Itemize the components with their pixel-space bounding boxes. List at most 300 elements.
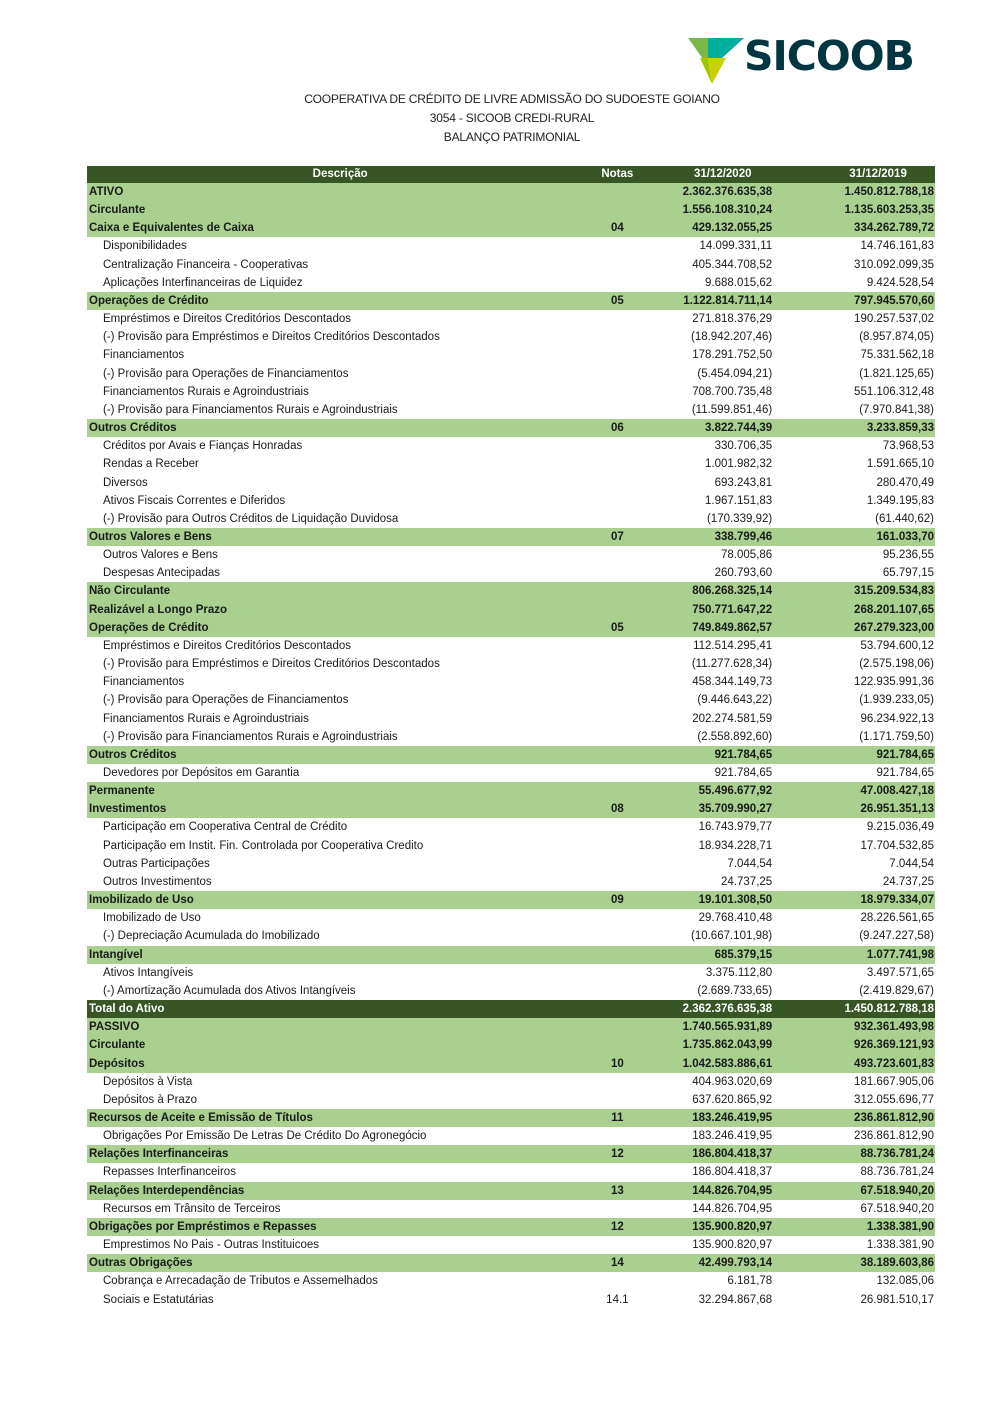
- row-value-2020: 16.743.979,77: [698, 821, 773, 834]
- row-value-2020: 178.291.752,50: [692, 349, 773, 362]
- row-value-2020: 1.735.862.043,99: [682, 1039, 773, 1052]
- row-value-2020: 750.771.647,22: [692, 603, 773, 616]
- section-row: [87, 219, 935, 237]
- row-value-2019: (2.575.198,06): [859, 658, 934, 671]
- row-value-2020: 1.967.151,83: [705, 494, 773, 507]
- section-row: [87, 1055, 935, 1073]
- total-row: [87, 1000, 935, 1018]
- row-value-2019: (61.440,62): [875, 512, 934, 525]
- row-note: [591, 728, 643, 746]
- row-note: [591, 673, 643, 691]
- balance-sheet-table: [87, 166, 935, 1309]
- row-description: (-) Provisão para Financiamentos Rurais e Agroindustriais: [103, 730, 398, 743]
- row-value-2020: (5.454.094,21): [697, 367, 773, 380]
- table-row: [87, 873, 935, 891]
- row-value-2019: 26.951.351,13: [860, 803, 934, 816]
- row-value-2020: 6.181,78: [727, 1275, 773, 1288]
- table-header: [87, 166, 935, 183]
- row-description: Ativos Intangíveis: [103, 966, 194, 979]
- row-value-2019: 132.085,06: [876, 1275, 934, 1288]
- section-row: [87, 1036, 935, 1054]
- table-row: [87, 455, 935, 473]
- table-row: [87, 655, 935, 673]
- table-row: [87, 365, 935, 383]
- row-note: 05: [610, 294, 624, 307]
- row-note: [591, 437, 643, 455]
- row-value-2019: 47.008.427,18: [860, 785, 934, 798]
- row-description: Cobrança e Arrecadação de Tributos e Assemelhados: [103, 1275, 378, 1288]
- row-description: (-) Provisão para Outros Créditos de Liquidação Duvidosa: [103, 512, 399, 525]
- row-note: [591, 492, 643, 510]
- row-value-2019: 181.667.905,06: [854, 1075, 934, 1088]
- row-value-2019: 268.201.107,65: [854, 603, 934, 616]
- row-value-2020: 144.826.704,95: [692, 1184, 773, 1197]
- row-value-2019: 7.044,54: [889, 857, 934, 870]
- row-description: Depósitos: [89, 1057, 145, 1070]
- row-value-2019: 161.033,70: [876, 530, 934, 543]
- table-row: [87, 346, 935, 364]
- row-value-2020: (170.339,92): [706, 512, 773, 525]
- row-value-2019: 95.236,55: [882, 549, 934, 562]
- section-row: [87, 1018, 935, 1036]
- row-value-2020: 186.804.418,37: [692, 1148, 773, 1161]
- row-value-2019: (9.247.227,58): [859, 930, 934, 943]
- row-description: Outros Valores e Bens: [103, 549, 218, 562]
- row-value-2020: 3.375.112,80: [705, 966, 773, 979]
- table-row: [87, 1272, 935, 1290]
- section-row: [87, 582, 935, 600]
- row-description: Outros Valores e Bens: [89, 530, 212, 543]
- table-row: [87, 1291, 935, 1309]
- row-note: [591, 746, 643, 764]
- row-description: Obrigações por Empréstimos e Repasses: [89, 1220, 317, 1233]
- section-row: [87, 1182, 935, 1200]
- row-description: Empréstimos e Direitos Creditórios Descontados: [103, 313, 351, 326]
- row-note: [591, 927, 643, 945]
- table-row: [87, 437, 935, 455]
- table-row: [87, 710, 935, 728]
- row-value-2019: 88.736.781,24: [860, 1166, 934, 1179]
- row-value-2020: 32.294.867,68: [698, 1293, 773, 1306]
- table-row: [87, 909, 935, 927]
- row-note: [591, 365, 643, 383]
- row-value-2019: 267.279.323,00: [854, 621, 934, 634]
- row-value-2019: 280.470,49: [876, 476, 934, 489]
- row-value-2020: 112.514.295,41: [693, 639, 773, 652]
- row-description: Outras Obrigações: [89, 1257, 193, 1270]
- section-row: [87, 782, 935, 800]
- header-2020: 31/12/2020: [693, 168, 752, 180]
- row-value-2020: (2.558.892,60): [697, 730, 773, 743]
- row-value-2020: (2.689.733,65): [697, 984, 773, 997]
- row-value-2020: 429.132.055,25: [692, 222, 773, 235]
- row-value-2019: 1.591.665,10: [866, 458, 934, 471]
- row-value-2020: 18.934.228,71: [698, 839, 773, 852]
- row-description: Outros Investimentos: [103, 875, 212, 888]
- row-note: [591, 1073, 643, 1091]
- table-row: [87, 982, 935, 1000]
- row-description: Outros Créditos: [89, 422, 177, 435]
- row-note: [591, 1200, 643, 1218]
- row-note: 04: [610, 222, 624, 235]
- table-body: [87, 183, 935, 1309]
- row-note: [591, 1236, 643, 1254]
- row-value-2019: 24.737,25: [882, 875, 934, 888]
- cooperative-name: COOPERATIVA DE CRÉDITO DE LIVRE ADMISSÃO DO SUDOESTE GOIANO: [304, 92, 720, 106]
- row-description: Ativos Fiscais Correntes e Diferidos: [103, 494, 286, 507]
- table-row: [87, 818, 935, 836]
- row-value-2019: 797.945.570,60: [854, 294, 934, 307]
- row-value-2020: 183.246.419,95: [692, 1130, 773, 1143]
- table-row: [87, 274, 935, 292]
- row-note: [591, 401, 643, 419]
- row-note: [591, 474, 643, 492]
- section-row: [87, 1145, 935, 1163]
- cooperative-code: 3054 - SICOOB CREDI-RURAL: [429, 111, 595, 125]
- row-description: Outras Participações: [103, 857, 210, 870]
- sicoob-logo: [686, 32, 916, 86]
- row-value-2020: 186.804.418,37: [692, 1166, 773, 1179]
- row-description: Operações de Crédito: [89, 294, 209, 307]
- row-value-2019: 310.092.099,35: [854, 258, 934, 271]
- section-row: [87, 800, 935, 818]
- row-value-2020: 693.243,81: [714, 476, 773, 489]
- row-description: (-) Provisão para Financiamentos Rurais e Agroindustriais: [103, 403, 398, 416]
- table-row: [87, 1236, 935, 1254]
- row-value-2019: 14.746.161,83: [860, 240, 934, 253]
- row-value-2019: 190.257.537,02: [854, 313, 934, 326]
- row-value-2019: 551.106.312,48: [854, 385, 934, 398]
- row-description: Circulante: [89, 1039, 146, 1052]
- row-value-2019: 65.797,15: [882, 567, 934, 580]
- table-row: [87, 401, 935, 419]
- row-description: Créditos por Avais e Fianças Honradas: [103, 440, 303, 453]
- row-note: [591, 691, 643, 709]
- row-description: Total do Ativo: [89, 1003, 165, 1016]
- row-description: Financiamentos: [103, 676, 185, 689]
- row-note: [591, 855, 643, 873]
- row-description: Relações Interfinanceiras: [89, 1148, 229, 1161]
- header-description: Descrição: [312, 168, 368, 180]
- table-row: [87, 492, 935, 510]
- row-value-2019: 1.135.603.253,35: [844, 204, 934, 217]
- row-value-2019: (1.939.233,05): [859, 694, 934, 707]
- row-value-2019: 3.497.571,65: [866, 966, 934, 979]
- row-value-2019: 73.968,53: [882, 440, 934, 453]
- table-row: [87, 564, 935, 582]
- row-description: Obrigações Por Emissão De Letras De Crédito Do Agronegócio: [103, 1130, 427, 1143]
- table-row: [87, 1091, 935, 1109]
- row-description: Sociais e Estatutárias: [103, 1293, 214, 1306]
- row-value-2019: 9.424.528,54: [866, 276, 934, 289]
- row-value-2019: (2.419.829,67): [859, 984, 934, 997]
- row-value-2019: 67.518.940,20: [860, 1184, 934, 1197]
- row-description: Participação em Cooperativa Central de Crédito: [103, 821, 348, 834]
- row-value-2019: 3.233.859,33: [866, 422, 934, 435]
- table-row: [87, 1163, 935, 1181]
- row-value-2020: 2.362.376.635,38: [682, 1003, 773, 1016]
- row-value-2019: (1.171.759,50): [859, 730, 934, 743]
- row-note: [591, 564, 643, 582]
- row-note: [591, 1000, 643, 1018]
- row-description: (-) Provisão para Operações de Financiamentos: [103, 694, 349, 707]
- document-title: BALANÇO PATRIMONIAL: [443, 130, 581, 144]
- table-row: [87, 383, 935, 401]
- row-note: [591, 346, 643, 364]
- row-value-2019: 96.234.922,13: [860, 712, 934, 725]
- row-note: [591, 383, 643, 401]
- row-note: 07: [610, 530, 624, 543]
- row-value-2020: 338.799,46: [714, 530, 773, 543]
- row-note: [591, 764, 643, 782]
- row-description: Recursos de Aceite e Emissão de Títulos: [89, 1111, 313, 1124]
- row-value-2020: 24.737,25: [721, 875, 773, 888]
- table-row: [87, 837, 935, 855]
- row-value-2019: 1.349.195,83: [866, 494, 934, 507]
- row-description: Disponibilidades: [103, 240, 187, 253]
- section-row: [87, 292, 935, 310]
- header-notes: Notas: [601, 168, 634, 180]
- row-note: [591, 837, 643, 855]
- row-value-2020: 404.963.020,69: [692, 1075, 773, 1088]
- row-value-2020: 183.246.419,95: [692, 1111, 773, 1124]
- row-value-2019: (8.957.874,05): [859, 331, 934, 344]
- row-description: Participação em Instit. Fin. Controlada por Cooperativa Credito: [103, 839, 424, 852]
- row-description: Realizável a Longo Prazo: [89, 603, 228, 616]
- row-value-2020: 135.900.820,97: [692, 1239, 773, 1252]
- row-note: 06: [610, 422, 624, 435]
- header-2019: 31/12/2019: [849, 168, 907, 180]
- row-note: [591, 582, 643, 600]
- section-row: [87, 619, 935, 637]
- table-row: [87, 691, 935, 709]
- row-value-2020: (9.446.643,22): [697, 694, 773, 707]
- row-value-2019: 236.861.812,90: [854, 1111, 934, 1124]
- row-note: [591, 818, 643, 836]
- row-value-2020: 921.784,65: [714, 748, 773, 761]
- row-value-2020: 1.740.565.931,89: [682, 1021, 773, 1034]
- row-note: [591, 455, 643, 473]
- row-description: Financiamentos Rurais e Agroindustriais: [103, 385, 309, 398]
- row-value-2019: 1.077.741,98: [866, 948, 934, 961]
- row-value-2020: 2.362.376.635,38: [682, 186, 773, 198]
- row-value-2019: 932.361.493,98: [854, 1021, 934, 1034]
- row-note: 11: [611, 1111, 624, 1124]
- row-value-2020: 35.709.990,27: [698, 803, 773, 816]
- row-value-2020: 1.556.108.310,24: [682, 204, 773, 217]
- row-value-2019: 493.723.601,83: [854, 1057, 934, 1070]
- row-note: [591, 1018, 643, 1036]
- row-value-2020: 330.706,35: [714, 440, 773, 453]
- row-note: [591, 274, 643, 292]
- row-note: 12: [610, 1220, 624, 1233]
- row-value-2019: 1.450.812.788,18: [844, 1003, 934, 1016]
- row-note: 13: [610, 1184, 624, 1197]
- row-note: [591, 964, 643, 982]
- row-description: Financiamentos: [103, 349, 185, 362]
- section-row: [87, 1109, 935, 1127]
- row-note: [591, 546, 643, 564]
- row-value-2020: 685.379,15: [714, 948, 773, 961]
- row-description: (-) Amortização Acumulada dos Ativos Intangíveis: [103, 984, 356, 997]
- table-row: [87, 1073, 935, 1091]
- row-value-2019: 236.861.812,90: [854, 1130, 934, 1143]
- row-note: [591, 601, 643, 619]
- row-note: 05: [610, 621, 624, 634]
- row-value-2019: 38.189.603,86: [860, 1257, 934, 1270]
- row-description: Emprestimos No Pais - Outras Instituicoes: [103, 1239, 320, 1252]
- row-value-2019: 67.518.940,20: [860, 1202, 934, 1215]
- row-value-2019: 88.736.781,24: [860, 1148, 934, 1161]
- row-value-2019: (1.821.125,65): [859, 367, 934, 380]
- row-value-2019: 122.935.991,36: [854, 676, 934, 689]
- table-row: [87, 237, 935, 255]
- section-row: [87, 183, 935, 201]
- row-note: [591, 1127, 643, 1145]
- row-value-2020: 749.849.862,57: [692, 621, 773, 634]
- row-value-2019: 1.338.381,90: [866, 1220, 934, 1233]
- row-value-2020: 260.793,60: [714, 567, 773, 580]
- row-value-2020: 78.005,86: [721, 549, 773, 562]
- row-value-2019: 312.055.696,77: [854, 1093, 934, 1106]
- row-note: [591, 328, 643, 346]
- section-row: [87, 1254, 935, 1272]
- row-value-2020: 271.818.376,29: [692, 313, 773, 326]
- row-description: Depósitos à Prazo: [103, 1093, 197, 1106]
- row-value-2019: 53.794.600,12: [860, 639, 934, 652]
- row-note: [591, 510, 643, 528]
- table-row: [87, 510, 935, 528]
- row-description: Repasses Interfinanceiros: [103, 1166, 236, 1179]
- row-value-2020: 55.496.677,92: [698, 785, 773, 798]
- row-description: Diversos: [103, 476, 148, 489]
- row-value-2019: 315.209.534,83: [854, 585, 934, 598]
- row-note: [591, 782, 643, 800]
- table-row: [87, 764, 935, 782]
- row-description: Empréstimos e Direitos Creditórios Descontados: [103, 639, 351, 652]
- table-row: [87, 1127, 935, 1145]
- table-row: [87, 673, 935, 691]
- row-value-2020: (18.942.207,46): [690, 331, 773, 344]
- row-note: [591, 201, 643, 219]
- row-value-2020: 637.620.865,92: [692, 1093, 773, 1106]
- row-description: PASSIVO: [89, 1021, 140, 1034]
- row-description: Outros Créditos: [89, 748, 177, 761]
- table-row: [87, 637, 935, 655]
- section-row: [87, 601, 935, 619]
- row-value-2020: 405.344.708,52: [692, 258, 773, 271]
- section-row: [87, 201, 935, 219]
- table-row: [87, 927, 935, 945]
- row-description: (-) Depreciação Acumulada do Imobilizado: [103, 930, 320, 943]
- table-row: [87, 964, 935, 982]
- row-value-2020: 708.700.735,48: [692, 385, 773, 398]
- row-note: 14: [610, 1257, 624, 1270]
- row-value-2019: 18.979.334,07: [860, 894, 934, 907]
- row-note: [591, 637, 643, 655]
- row-description: Operações de Crédito: [89, 621, 209, 634]
- row-note: [591, 982, 643, 1000]
- row-value-2019: 921.784,65: [876, 767, 934, 779]
- row-value-2020: 19.101.308,50: [698, 894, 773, 907]
- row-value-2020: 9.688.015,62: [705, 276, 773, 289]
- row-description: Investimentos: [89, 803, 167, 816]
- row-value-2019: 26.981.510,17: [860, 1293, 934, 1306]
- row-value-2019: (7.970.841,38): [859, 403, 934, 416]
- row-description: Despesas Antecipadas: [103, 567, 220, 580]
- row-note: [591, 310, 643, 328]
- row-description: Financiamentos Rurais e Agroindustriais: [103, 712, 309, 725]
- table-row: [87, 310, 935, 328]
- row-value-2020: 135.900.820,97: [692, 1220, 773, 1233]
- logo-text: SICOOB: [744, 32, 914, 80]
- row-description: Depósitos à Vista: [103, 1075, 193, 1088]
- row-description: Centralização Financeira - Cooperativas: [103, 258, 309, 271]
- row-description: ATIVO: [89, 186, 124, 198]
- row-value-2020: 921.784,65: [714, 767, 773, 779]
- row-value-2020: (10.667.101,98): [690, 930, 773, 943]
- row-note: 10: [610, 1057, 624, 1070]
- row-description: Caixa e Equivalentes de Caixa: [89, 222, 254, 235]
- row-value-2019: 9.215.036,49: [866, 821, 934, 834]
- section-row: [87, 1218, 935, 1236]
- row-note: 14.1: [606, 1293, 629, 1306]
- row-description: Imobilizado de Uso: [103, 912, 201, 925]
- row-note: [591, 946, 643, 964]
- table-row: [87, 728, 935, 746]
- row-note: [591, 909, 643, 927]
- row-note: [591, 655, 643, 673]
- row-value-2020: 7.044,54: [727, 857, 773, 870]
- row-value-2019: 28.226.561,65: [860, 912, 934, 925]
- row-note: 09: [610, 894, 624, 907]
- table-row: [87, 256, 935, 274]
- row-note: [591, 873, 643, 891]
- row-value-2020: 3.822.744,39: [705, 422, 773, 435]
- section-row: [87, 891, 935, 909]
- row-value-2019: 17.704.532,85: [860, 839, 934, 852]
- row-value-2020: 1.001.982,32: [705, 458, 773, 471]
- table-row: [87, 546, 935, 564]
- section-row: [87, 946, 935, 964]
- table-row: [87, 474, 935, 492]
- row-description: Recursos em Trânsito de Terceiros: [103, 1202, 281, 1215]
- row-value-2020: 202.274.581,59: [692, 712, 773, 725]
- row-description: (-) Provisão para Empréstimos e Direitos Creditórios Descontados: [103, 331, 440, 344]
- table-row: [87, 855, 935, 873]
- row-value-2020: 806.268.325,14: [692, 585, 773, 598]
- section-row: [87, 419, 935, 437]
- row-value-2020: 14.099.331,11: [699, 240, 773, 253]
- row-note: [591, 1091, 643, 1109]
- row-value-2020: 1.122.814.711,14: [683, 294, 773, 307]
- row-description: Intangível: [89, 948, 143, 961]
- row-value-2020: 42.499.793,14: [698, 1257, 773, 1270]
- row-value-2020: 1.042.583.886,61: [682, 1057, 773, 1070]
- row-note: 08: [610, 803, 624, 816]
- row-value-2020: 29.768.410,48: [698, 912, 773, 925]
- row-description: Rendas a Receber: [103, 458, 199, 471]
- row-value-2020: (11.599.851,46): [691, 403, 773, 416]
- row-note: [591, 256, 643, 274]
- row-description: (-) Provisão para Empréstimos e Direitos Creditórios Descontados: [103, 658, 440, 671]
- row-note: [591, 183, 643, 201]
- section-row: [87, 746, 935, 764]
- row-note: [591, 1272, 643, 1290]
- section-row: [87, 528, 935, 546]
- row-description: Devedores por Depósitos em Garantia: [103, 767, 300, 779]
- row-description: Imobilizado de Uso: [89, 894, 194, 907]
